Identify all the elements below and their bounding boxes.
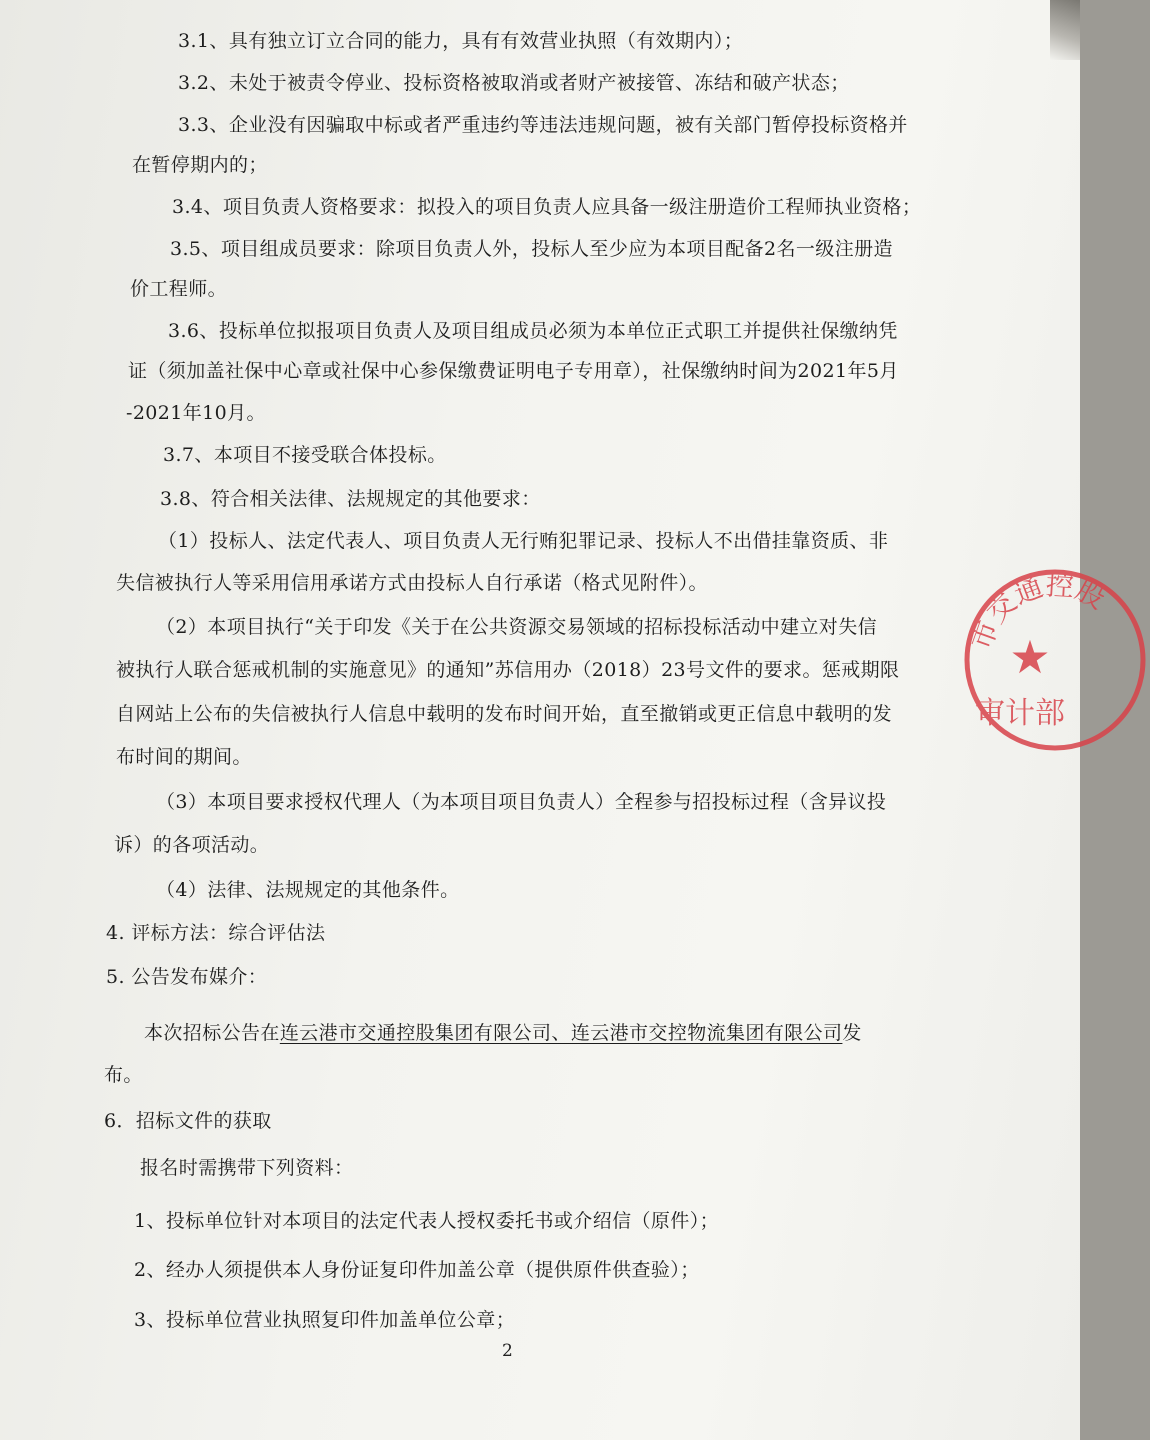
- text-line: 3.4、项目负责人资格要求：拟投入的项目负责人应具备一级注册造价工程师执业资格；: [172, 196, 922, 218]
- text-line: 3.2、未处于被责令停业、投标资格被取消或者财产被接管、冻结和破产状态；: [178, 72, 850, 94]
- seal-text-top: 市交通控股: [964, 568, 1111, 654]
- text-line: [144, 1018, 862, 1045]
- section-heading: 6．招标文件的获取: [104, 1110, 272, 1132]
- text-line: 证（须加盖社保中心章或社保中心参保缴费证明电子专用章），社保缴纳时间为2021年5月: [128, 360, 899, 382]
- text-line: 3.5、项目组成员要求：除项目负责人外，投标人至少应为本项目配备2名一级注册造: [170, 238, 893, 260]
- text-line: 报名时需携带下列资料：: [140, 1157, 354, 1179]
- text-line: 1、投标单位针对本项目的法定代表人授权委托书或介绍信（原件）；: [134, 1210, 719, 1232]
- text-line: 被执行人联合惩戒机制的实施意见》的通知”苏信用办（2018）23号文件的要求。惩戒期限: [116, 659, 900, 681]
- text-line: 3、投标单位营业执照复印件加盖单位公章；: [134, 1309, 516, 1331]
- underlined-company-names: 连云港市交通控股集团有限公司、连云港市交控物流集团有限公司: [279, 1022, 843, 1044]
- section-heading: 4. 评标方法：综合评估法: [106, 922, 326, 944]
- section-heading: 5. 公告发布媒介：: [106, 966, 268, 988]
- text-line: （3）本项目要求授权代理人（为本项目项目负责人）全程参与招投标过程（含异议投: [156, 791, 887, 813]
- text-line: 3.8、符合相关法律、法规规定的其他要求：: [160, 488, 541, 510]
- seal-text-bottom: 审计部: [975, 696, 1065, 731]
- text-line: 布时间的期间。: [116, 746, 252, 768]
- text-line: （2）本项目执行“关于印发《关于在公共资源交易领域的招标投标活动中建立对失信: [156, 616, 878, 638]
- text-line: 价工程师。: [130, 278, 228, 300]
- text-line: 诉）的各项活动。: [114, 834, 270, 856]
- text-line: 2、经办人须提供本人身份证复印件加盖公章（提供原件供查验）；: [134, 1259, 700, 1281]
- text-line: 失信被执行人等采用信用承诺方式由投标人自行承诺（格式见附件）。: [116, 572, 708, 594]
- text-line: 自网站上公布的失信被执行人信息中载明的发布时间开始，直至撤销或更正信息中载明的发: [116, 703, 893, 725]
- text-line: -2021年10月。: [126, 402, 266, 424]
- text-line: （4）法律、法规规定的其他条件。: [156, 879, 460, 901]
- text-segment: 本次招标公告在: [144, 1022, 280, 1044]
- text-line: 布。: [104, 1064, 143, 1086]
- page-edge-shadow: [1050, 0, 1080, 60]
- text-line: 3.1、具有独立订立合同的能力，具有有效营业执照（有效期内）；: [178, 30, 744, 52]
- text-line: 在暂停期内的；: [132, 154, 268, 176]
- official-seal: [960, 565, 1150, 755]
- page-number: 2: [502, 1341, 513, 1361]
- text-segment: 发: [842, 1022, 862, 1044]
- text-line: 3.6、投标单位拟报项目负责人及项目组成员必须为本单位正式职工并提供社保缴纳凭: [168, 320, 898, 342]
- text-line: 3.3、企业没有因骗取中标或者严重违约等违法违规问题，被有关部门暂停投标资格并: [178, 114, 908, 136]
- text-line: （1）投标人、法定代表人、项目负责人无行贿犯罪记录、投标人不出借挂靠资质、非: [158, 530, 889, 552]
- seal-star-icon: ★: [1009, 630, 1051, 684]
- text-line: 3.7、本项目不接受联合体投标。: [163, 444, 447, 466]
